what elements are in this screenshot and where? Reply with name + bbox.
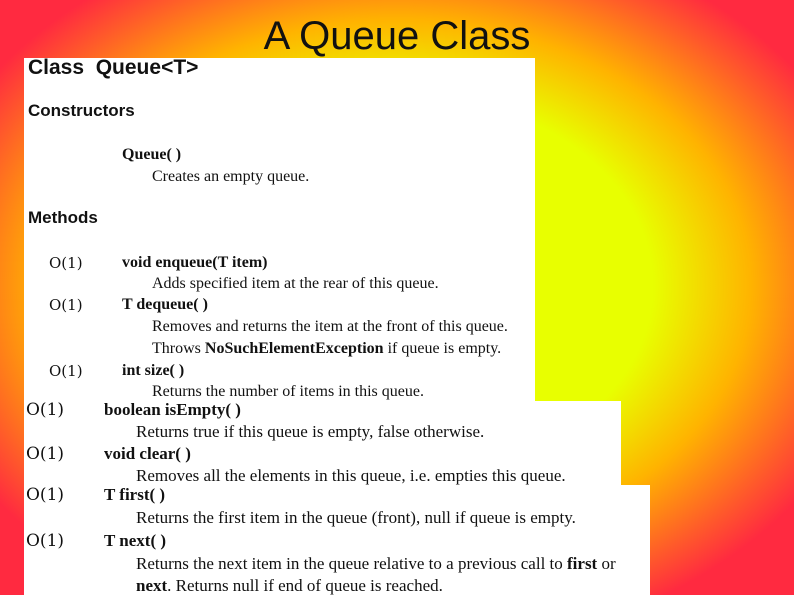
class-name: Queue<T> (95, 58, 199, 79)
dequeue-complexity: O(1) (49, 296, 83, 314)
next-signature: T next( ) (104, 531, 167, 550)
size-description: Returns the number of items in this queue. (152, 383, 424, 400)
clear-complexity: O(1) (26, 444, 65, 464)
constructor-description: Creates an empty queue. (152, 168, 310, 185)
first-description: Returns the first item in the queue (front), null if queue is empty. (136, 508, 576, 527)
constructors-heading: Constructors (28, 101, 135, 120)
first-complexity: O(1) (26, 485, 65, 505)
next-desc1-prefix: Returns the next item in the queue relative to a previous call to (136, 554, 568, 573)
dequeue-signature: T dequeue( ) (122, 296, 208, 313)
first-keyword: first (567, 554, 598, 573)
enqueue-signature: void enqueue(T item) (122, 254, 268, 271)
isempty-description: Returns true if this queue is empty, false otherwise. (136, 422, 485, 441)
exception-name: NoSuchElementException (204, 340, 384, 357)
queue-methods-panel-3 (24, 485, 650, 595)
queue-methods-panel-2 (24, 401, 621, 487)
queue-class-doc-panel (24, 58, 535, 403)
dequeue-description-1: Removes and returns the item at the front of this queue. (152, 318, 508, 335)
next-desc2-suffix: . Returns null if end of queue is reached. (167, 576, 443, 595)
next-complexity: O(1) (26, 531, 65, 551)
methods-heading: Methods (28, 208, 98, 227)
next-keyword: next (136, 576, 168, 595)
enqueue-complexity: O(1) (49, 254, 83, 272)
size-signature: int size( ) (122, 362, 185, 379)
isempty-signature: boolean isEmpty( ) (104, 401, 241, 419)
next-desc1-suffix: or (597, 554, 616, 573)
first-signature: T first( ) (104, 485, 166, 504)
dequeue-description-2 (152, 340, 501, 358)
next-description-1 (136, 554, 616, 574)
size-complexity: O(1) (49, 362, 83, 380)
class-keyword: Class (28, 58, 85, 79)
constructor-signature: Queue( ) (122, 146, 182, 163)
slide-title: A Queue Class (263, 14, 531, 58)
clear-description: Removes all the elements in this queue, i.e. empties this queue. (136, 466, 566, 485)
clear-signature: void clear( ) (104, 444, 191, 463)
enqueue-description: Adds specified item at the rear of this queue. (152, 275, 439, 292)
dequeue-desc2-prefix: Throws (152, 340, 205, 357)
dequeue-desc2-suffix: if queue is empty. (383, 340, 502, 357)
next-description-2 (136, 576, 443, 595)
isempty-complexity: O(1) (26, 401, 65, 420)
class-title (28, 58, 198, 80)
